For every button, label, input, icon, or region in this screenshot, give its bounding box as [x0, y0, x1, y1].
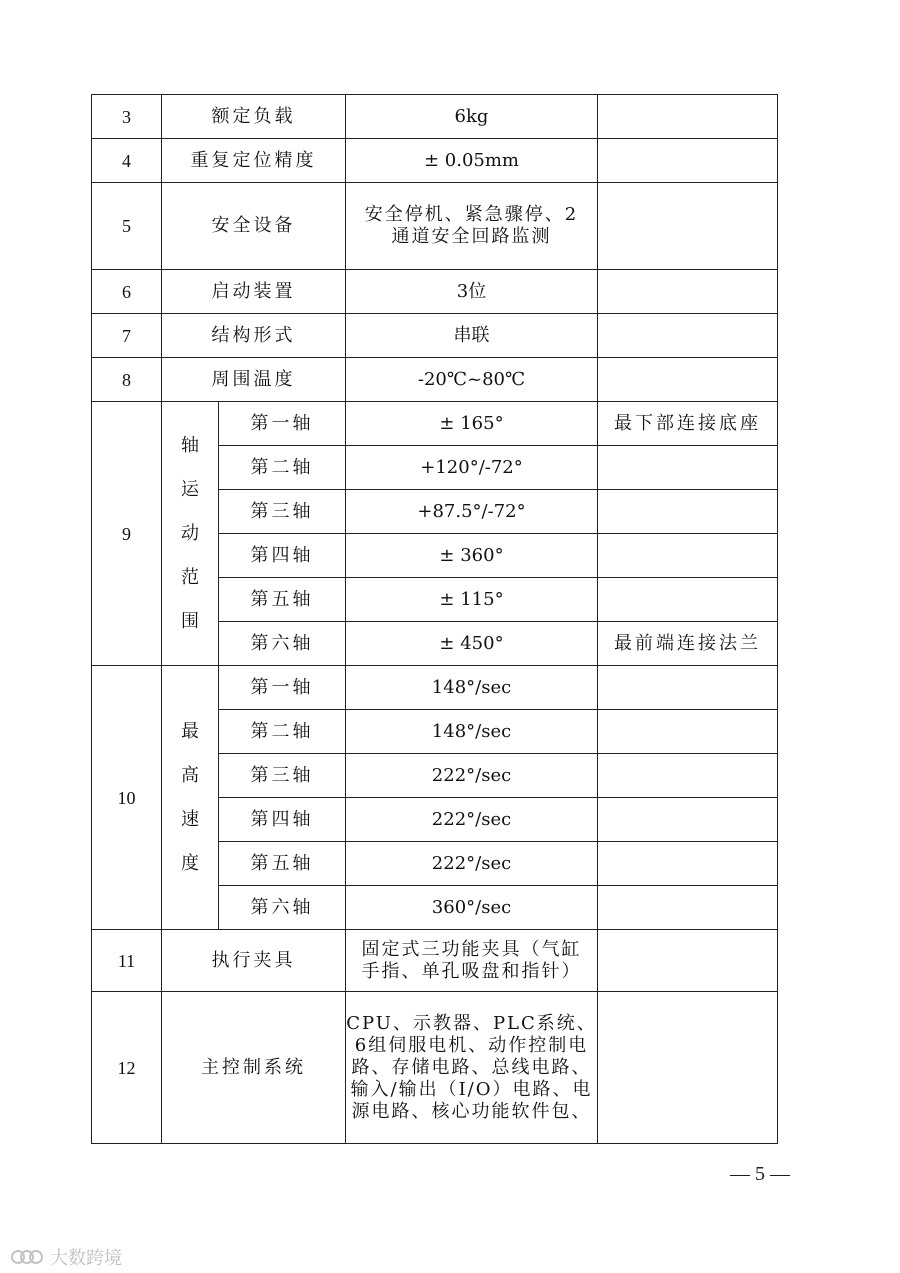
table-row: [92, 992, 778, 1144]
value-line: 安全停机、紧急骤停、2: [364, 204, 579, 225]
axis-name: 第三轴: [219, 490, 346, 534]
label-char: 最: [181, 720, 199, 742]
param-value: [346, 930, 598, 992]
row-number: 10: [92, 666, 162, 930]
param-note: [598, 139, 778, 183]
row-number: 9: [92, 402, 162, 666]
axis-name: 第三轴: [219, 754, 346, 798]
axis-name: 第一轴: [219, 666, 346, 710]
param-value: ± 0.05mm: [346, 139, 598, 183]
watermark: [10, 1244, 122, 1270]
row-number: 12: [92, 992, 162, 1144]
axis-note: 最前端连接法兰: [598, 622, 778, 666]
value-line: 6组伺服电机、动作控制电: [354, 1034, 589, 1056]
row-number: 4: [92, 139, 162, 183]
group-label-motion-range: [162, 402, 219, 666]
param-note: [598, 358, 778, 402]
value-line: 通道安全回路监测: [391, 226, 552, 247]
row-number: 5: [92, 183, 162, 270]
row-number: 8: [92, 358, 162, 402]
value-line: 固定式三功能夹具（气缸: [361, 938, 582, 960]
group-label-max-speed: [162, 666, 219, 930]
param-note: [598, 930, 778, 992]
table-row: [92, 270, 778, 314]
axis-name: 第二轴: [219, 710, 346, 754]
axis-note: [598, 886, 778, 930]
table-row: [92, 358, 778, 402]
axis-note: [598, 754, 778, 798]
param-name: 重复定位精度: [162, 139, 346, 183]
axis-value: 148°/sec: [346, 666, 598, 710]
axis-value: 222°/sec: [346, 754, 598, 798]
param-name: 执行夹具: [162, 930, 346, 992]
axis-value: +120°/-72°: [346, 446, 598, 490]
value-line: 输入/输出（I/O）电路、电: [350, 1078, 593, 1100]
axis-note: [598, 578, 778, 622]
axis-value: ± 450°: [346, 622, 598, 666]
spec-table: [91, 94, 778, 1144]
axis-value: ± 115°: [346, 578, 598, 622]
axis-note: [598, 842, 778, 886]
axis-value: 360°/sec: [346, 886, 598, 930]
param-value: 6kg: [346, 95, 598, 139]
axis-value: 222°/sec: [346, 798, 598, 842]
table-row: [92, 402, 778, 446]
label-char: 速: [181, 808, 199, 830]
table-row: [92, 314, 778, 358]
param-name: 安全设备: [162, 183, 346, 270]
param-value: -20℃~80℃: [346, 358, 598, 402]
param-value: 串联: [346, 314, 598, 358]
axis-note: [598, 666, 778, 710]
row-number: 3: [92, 95, 162, 139]
axis-name: 第一轴: [219, 402, 346, 446]
param-note: [598, 270, 778, 314]
watermark-text: 大数跨境: [50, 1248, 122, 1269]
param-name: 启动装置: [162, 270, 346, 314]
axis-name: 第五轴: [219, 842, 346, 886]
value-line: 源电路、核心功能软件包、: [351, 1100, 592, 1122]
param-name: 结构形式: [162, 314, 346, 358]
param-note: [598, 95, 778, 139]
label-char: 轴: [181, 434, 199, 456]
label-char: 度: [181, 852, 199, 874]
row-number: 7: [92, 314, 162, 358]
axis-value: ± 360°: [346, 534, 598, 578]
axis-value: 222°/sec: [346, 842, 598, 886]
axis-note: [598, 798, 778, 842]
axis-name: 第四轴: [219, 798, 346, 842]
axis-value: ± 165°: [346, 402, 598, 446]
value-line: 手指、单孔吸盘和指针）: [361, 960, 582, 982]
axis-value: 148°/sec: [346, 710, 598, 754]
table-row: [92, 666, 778, 710]
row-number: 11: [92, 930, 162, 992]
axis-note: [598, 534, 778, 578]
table-row: [92, 183, 778, 270]
param-note: [598, 183, 778, 270]
axis-note: 最下部连接底座: [598, 402, 778, 446]
param-name: 主控制系统: [162, 992, 346, 1144]
param-name: 额定负载: [162, 95, 346, 139]
axis-name: 第四轴: [219, 534, 346, 578]
watermark-logo-icon: [10, 1247, 44, 1267]
param-note: [598, 314, 778, 358]
axis-value: +87.5°/-72°: [346, 490, 598, 534]
table-row: [92, 139, 778, 183]
label-char: 范: [181, 566, 199, 588]
label-char: 围: [181, 610, 199, 632]
row-number: 6: [92, 270, 162, 314]
axis-name: 第五轴: [219, 578, 346, 622]
value-line: 路、存储电路、总线电路、: [351, 1056, 592, 1078]
param-value: [346, 992, 598, 1144]
value-line: CPU、示教器、PLC系统、: [346, 1012, 597, 1034]
axis-note: [598, 710, 778, 754]
param-value: [346, 183, 598, 270]
param-name: 周围温度: [162, 358, 346, 402]
param-note: [598, 992, 778, 1144]
label-char: 动: [181, 522, 199, 544]
table-row: [92, 930, 778, 992]
axis-name: 第二轴: [219, 446, 346, 490]
table-row: [92, 95, 778, 139]
axis-name: 第六轴: [219, 622, 346, 666]
label-char: 运: [181, 478, 199, 500]
axis-name: 第六轴: [219, 886, 346, 930]
label-char: 高: [181, 764, 199, 786]
axis-note: [598, 490, 778, 534]
axis-note: [598, 446, 778, 490]
param-value: 3位: [346, 270, 598, 314]
page-number: — 5 —: [730, 1163, 790, 1185]
